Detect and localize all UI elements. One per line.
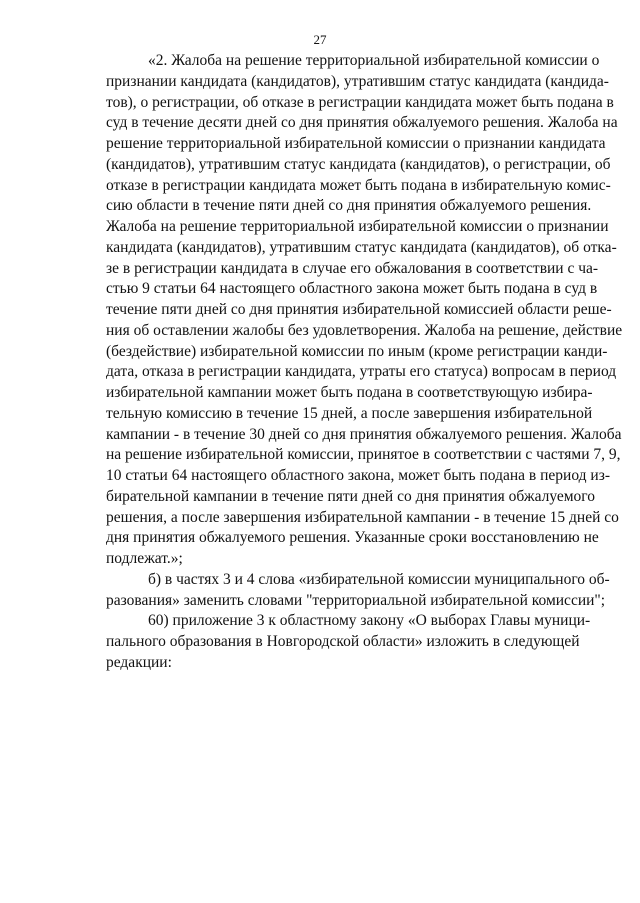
text-line: кампании - в течение 30 дней со дня принятия обжалуемого решения. Жалоба <box>106 425 622 443</box>
text-line: подлежат.»; <box>106 550 183 567</box>
text-line: признании кандидата (кандидатов), утратившим статус кандидата (кандида- <box>106 72 609 90</box>
text-line: дата, отказа в регистрации кандидата, утраты его статуса) вопросам в период <box>106 363 617 381</box>
paragraph-item-60 <box>106 611 591 673</box>
text-line: течение пяти дней со дня принятия избирательной комиссией области реше- <box>106 301 612 318</box>
paragraph-complaint-deadlines <box>106 51 623 570</box>
text-line: б) в частях 3 и 4 слова «избирательной комиссии муниципального об- <box>148 570 610 588</box>
text-line: дня принятия обжалуемого решения. Указанные сроки восстановлению не <box>106 529 599 547</box>
text-line: разования» заменить словами "территориальной избирательной комиссии"; <box>106 591 606 609</box>
document-body <box>106 51 623 674</box>
text-line: 60) приложение 3 к областному закону «О выборах Главы муници- <box>148 612 591 630</box>
text-line: решение территориальной избирательной комиссии о признании кандидата <box>106 135 606 152</box>
text-line: ния об оставлении жалобы без удовлетворения. Жалоба на решение, действие <box>106 321 623 339</box>
page-number: 27 <box>313 32 327 47</box>
text-line: решения, а после завершения избирательной кампании - в течение 15 дней со <box>106 508 619 526</box>
text-line: бирательной кампании в течение пяти дней со дня принятия обжалуемого <box>106 487 596 505</box>
text-line: тов), о регистрации, об отказе в регистрации кандидата может быть подана в <box>106 93 614 111</box>
text-line: зе в регистрации кандидата в случае его обжалования в соответствии с ча- <box>106 259 599 277</box>
paragraph-item-b <box>106 570 610 612</box>
text-line: стью 9 статьи 64 настоящего областного закона может быть подана в суд в <box>106 280 598 298</box>
text-line: Жалоба на решение территориальной избирательной комиссии о признании <box>106 218 609 235</box>
text-line: избирательной кампании может быть подана в соответствующую избира- <box>106 384 593 401</box>
text-line: сию области в течение пяти дней со дня принятия обжалуемого решения. <box>106 197 592 215</box>
text-line: суд в течение десяти дней со дня принятия обжалуемого решения. Жалоба на <box>106 114 618 132</box>
text-line: «2. Жалоба на решение территориальной избирательной комиссии о <box>148 52 600 69</box>
text-line: пального образования в Новгородской области» изложить в следующей <box>106 633 580 650</box>
text-line: 10 статьи 64 настоящего областного закона, может быть подана в период из- <box>106 467 610 484</box>
text-line: отказе в регистрации кандидата может быть подана в избирательную комис- <box>106 176 611 194</box>
text-line: тельную комиссию в течение 15 дней, а после завершения избирательной <box>106 404 593 422</box>
text-line: на решение избирательной комиссии, принятое в соответствии с частями 7, 9, <box>106 446 621 464</box>
text-line: (кандидатов), утратившим статус кандидата (кандидатов), о регистрации, об <box>106 155 611 173</box>
text-line: редакции: <box>106 653 172 671</box>
text-line: (бездействие) избирательной комиссии по иным (кроме регистрации канди- <box>106 342 608 360</box>
text-line: кандидата (кандидатов), утратившим статус кандидата (кандидатов), об отка- <box>106 238 617 256</box>
